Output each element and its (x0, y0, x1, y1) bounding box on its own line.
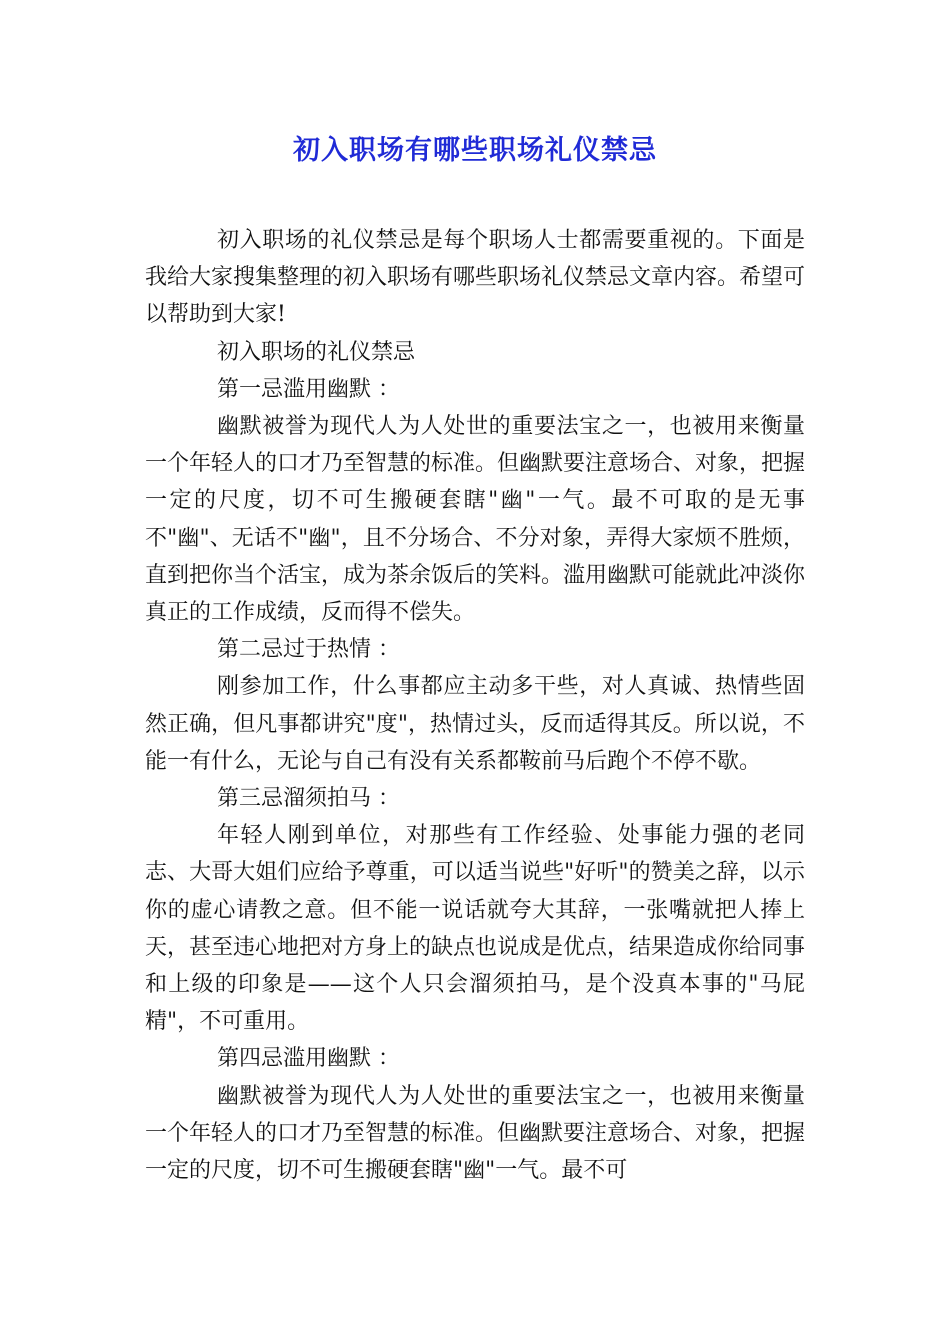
section-heading: 初入职场的礼仪禁忌 (217, 339, 416, 365)
paragraph-item-3: 年轻人刚到单位，对那些有工作经验、处事能力强的老同志、大哥大姐们应给予尊重，可以适当说些"好听"的赞美之辞，以示你的虚心请教之意。但不能一说话就夸大其辞，一张嘴就把人捧上天，甚至违心地把对方身上的缺点也说成是优点，结果造成你给同事和上级的印象是——这个人只会溜须拍马，是个没真本事的"马屁精"，不可重用。 (145, 823, 806, 1035)
paragraph-intro: 初入职场的礼仪禁忌是每个职场人士都需要重视的。下面是我给大家搜集整理的初入职场有哪些职场礼仪禁忌文章内容。希望可以帮助到大家! (145, 228, 806, 328)
document-title: 初入职场有哪些职场礼仪禁忌 (293, 135, 657, 166)
item-heading-4: 第四忌滥用幽默 ： (217, 1046, 400, 1072)
paragraph-item-2: 刚参加工作，什么事都应主动多干些，对人真诚、热情些固然正确，但凡事都讲究"度"，热情过头，反而适得其反。所以说，不能一有什么，无论与自己有没有关系都鞍前马后跑个不停不歇。 (145, 674, 805, 774)
item-heading-3: 第三忌溜须拍马 ： (217, 786, 400, 812)
paragraph-item-4: 幽默被誉为现代人为人处世的重要法宝之一，也被用来衡量一个年轻人的口才乃至智慧的标准。但幽默要注意场合、对象，把握一定的尺度，切不可生搬硬套瞎"幽"一气。最不可 (145, 1083, 806, 1184)
item-heading-1: 第一忌滥用幽默 ： (217, 376, 400, 402)
document-body (145, 222, 805, 1189)
item-heading-2: 第二忌过于热情 ： (217, 637, 400, 663)
paragraph-item-1: 幽默被誉为现代人为人处世的重要法宝之一，也被用来衡量一个年轻人的口才乃至智慧的标准。但幽默要注意场合、对象，把握一定的尺度，切不可生搬硬套瞎"幽"一气。最不可取的是无事不"幽"、无话不"幽"，且不分场合、不分对象，弄得大家烦不胜烦，直到把你当个活宝，成为茶余饭后的笑料。滥用幽默可能就此冲淡你真正的工作成绩，反而得不偿失。 (145, 414, 806, 626)
